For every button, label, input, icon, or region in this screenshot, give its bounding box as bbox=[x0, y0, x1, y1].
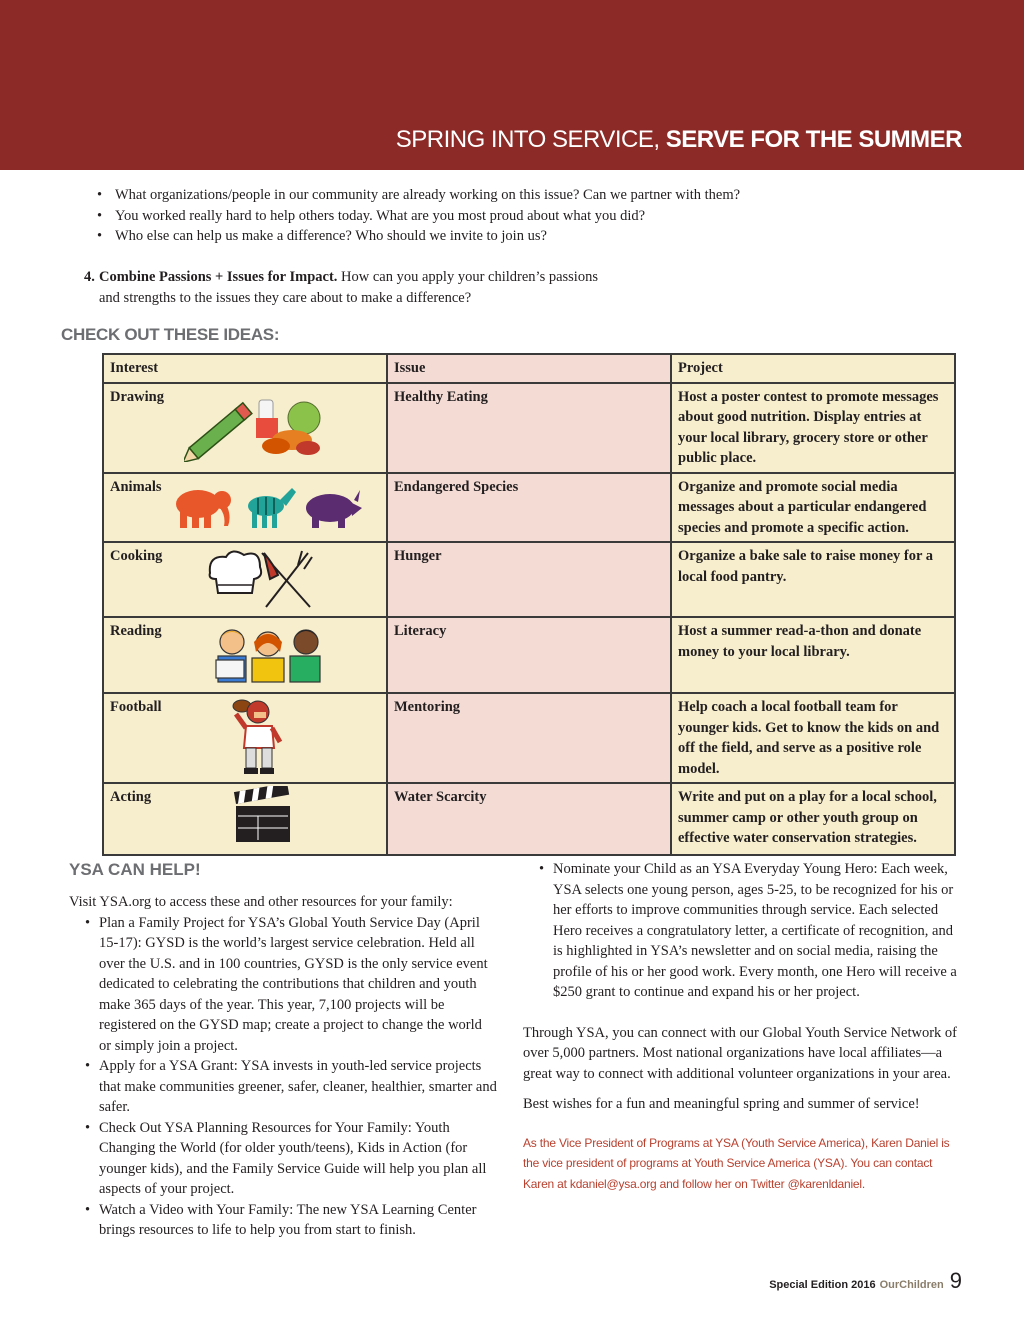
page-title bbox=[396, 126, 962, 154]
interest-cell bbox=[103, 617, 387, 693]
step-number: 4. bbox=[84, 269, 95, 285]
network-paragraph: Through YSA, you can connect with our Global Youth Service Network of over 5,000 partners. Most national organizations have local affiliates—a great way to connect with additional volunteer organizations in your area. bbox=[523, 1024, 957, 1082]
ideas-table bbox=[102, 353, 956, 856]
project-cell: Help coach a local football team for younger kids. Get to know the kids on and off the field, and serve as a positive role model. bbox=[671, 693, 955, 783]
col-header-project: Project bbox=[671, 354, 955, 383]
ysa-heading: YSA CAN HELP! bbox=[69, 860, 201, 879]
cooking-icon bbox=[204, 549, 316, 611]
interest-label: Drawing bbox=[110, 388, 164, 405]
hero-list bbox=[523, 859, 963, 1003]
question-list bbox=[97, 185, 977, 247]
interest-cell bbox=[103, 473, 387, 543]
interest-cell bbox=[103, 693, 387, 783]
list-item: • Plan a Family Project for YSA’s Global Youth Service Day (April 15-17): GYSD is the world’s largest service celebration. Held all over the U.S. and in 100 countries, GYSD is the only service event dedicated to celebrating the contributions that children and youth make 365 days of the year. This year, 7,100 projects will be registered on the GYSD map; create a project to change the world or simply join a project. bbox=[69, 913, 497, 1057]
interest-label: Acting bbox=[110, 789, 152, 805]
list-item: • Apply for a YSA Grant: YSA invests in youth-led service projects that make communities greener, safer, cleaner, healthier, smarter and safer. bbox=[69, 1056, 497, 1118]
step-4 bbox=[84, 267, 644, 308]
interest-label: Reading bbox=[110, 623, 162, 639]
issue-cell: Hunger bbox=[387, 542, 671, 617]
reading-kids-icon bbox=[214, 624, 324, 690]
interest-label: Animals bbox=[110, 478, 162, 495]
interest-cell bbox=[103, 542, 387, 617]
wishes-paragraph: Best wishes for a fun and meaningful spring and summer of service! bbox=[523, 1096, 920, 1112]
drawing-food-icon bbox=[184, 392, 324, 462]
issue-cell: Literacy bbox=[387, 617, 671, 693]
list-item: • Watch a Video with Your Family: The new YSA Learning Center brings resources to life to help you from start to finish. bbox=[69, 1200, 497, 1241]
col-header-issue: Issue bbox=[387, 354, 671, 383]
left-column bbox=[69, 892, 497, 1241]
ysa-intro: Visit YSA.org to access these and other resources for your family: bbox=[69, 894, 453, 910]
step-lead: Combine Passions + Issues for Impact. bbox=[99, 269, 338, 285]
table-row bbox=[103, 617, 955, 693]
table-row bbox=[103, 542, 955, 617]
question-item: • Who else can help us make a difference? Who should we invite to join us? bbox=[97, 226, 977, 247]
table-row bbox=[103, 783, 955, 855]
title-bold: SERVE FOR THE SUMMER bbox=[665, 126, 962, 153]
col-header-interest: Interest bbox=[103, 354, 387, 383]
table-row bbox=[103, 693, 955, 783]
page-number: 9 bbox=[949, 1268, 962, 1293]
project-cell: Host a summer read-a-thon and donate money to your local library. bbox=[671, 617, 955, 693]
issue-cell: Mentoring bbox=[387, 693, 671, 783]
animals-icon bbox=[168, 486, 364, 532]
interest-cell bbox=[103, 383, 387, 473]
interest-cell bbox=[103, 783, 387, 855]
step-text-2: and strengths to the issues they care about to make a difference? bbox=[99, 289, 472, 306]
footer bbox=[769, 1268, 962, 1294]
clapperboard-icon bbox=[232, 786, 292, 844]
issue-cell: Endangered Species bbox=[387, 473, 671, 543]
table-row bbox=[103, 473, 955, 543]
project-cell: Organize a bake sale to raise money for a local food pantry. bbox=[671, 542, 955, 617]
ideas-heading: CHECK OUT THESE IDEAS: bbox=[61, 325, 280, 344]
title-light: SPRING INTO SERVICE, bbox=[395, 126, 666, 153]
interest-label: Cooking bbox=[110, 548, 163, 564]
issue-cell: Water Scarcity bbox=[387, 783, 671, 855]
right-column bbox=[523, 859, 963, 1194]
edition-label: Special Edition 2016 bbox=[769, 1279, 876, 1291]
project-cell: Write and put on a play for a local school, summer camp or other youth group on effective water conservation strategies. bbox=[671, 783, 955, 855]
table-row bbox=[103, 383, 955, 473]
list-item: • Check Out YSA Planning Resources for Your Family: Youth Changing the World (for older youth/teens), Kids in Action (for younger kids), and the Family Service Guide will help you plan all aspects of your project. bbox=[69, 1118, 497, 1200]
step-text-1: How can you apply your children’s passions bbox=[337, 269, 598, 285]
resource-list bbox=[69, 913, 497, 1241]
table-header-row bbox=[103, 354, 955, 383]
football-player-icon bbox=[232, 698, 284, 778]
project-cell: Organize and promote social media messages about a particular endangered species and promote a specific action. bbox=[671, 473, 955, 543]
project-cell: Host a poster contest to promote messages about good nutrition. Display entries at your local library, grocery store or other public place. bbox=[671, 383, 955, 473]
magazine-name: OurChildren bbox=[879, 1279, 944, 1291]
question-item: • What organizations/people in our community are already working on this issue? Can we partner with them? bbox=[97, 185, 977, 206]
question-item: • You worked really hard to help others today. What are you most proud about what you did? bbox=[97, 206, 977, 227]
interest-label: Football bbox=[110, 699, 162, 715]
issue-cell: Healthy Eating bbox=[387, 383, 671, 473]
list-item: • Nominate your Child as an YSA Everyday Young Hero: Each week, YSA selects one young person, ages 5-25, to be recognized for his or her efforts to improve communities through service. Each selected Hero receives a congratulatory letter, a certificate of recognition, and is highlighted in YSA’s newsletter and on social media, raising the profile of his or her good work. Every month, one Hero will receive a $250 grant to continue and expand his or her project. bbox=[523, 859, 963, 1003]
author-bio: As the Vice President of Programs at YSA (Youth Service America), Karen Daniel is the vice president of programs at Youth Service America (YSA). You can contact Karen at kdaniel@ysa.org and follow her on Twitter @karenldaniel. bbox=[523, 1135, 950, 1191]
header-banner bbox=[0, 0, 1024, 170]
